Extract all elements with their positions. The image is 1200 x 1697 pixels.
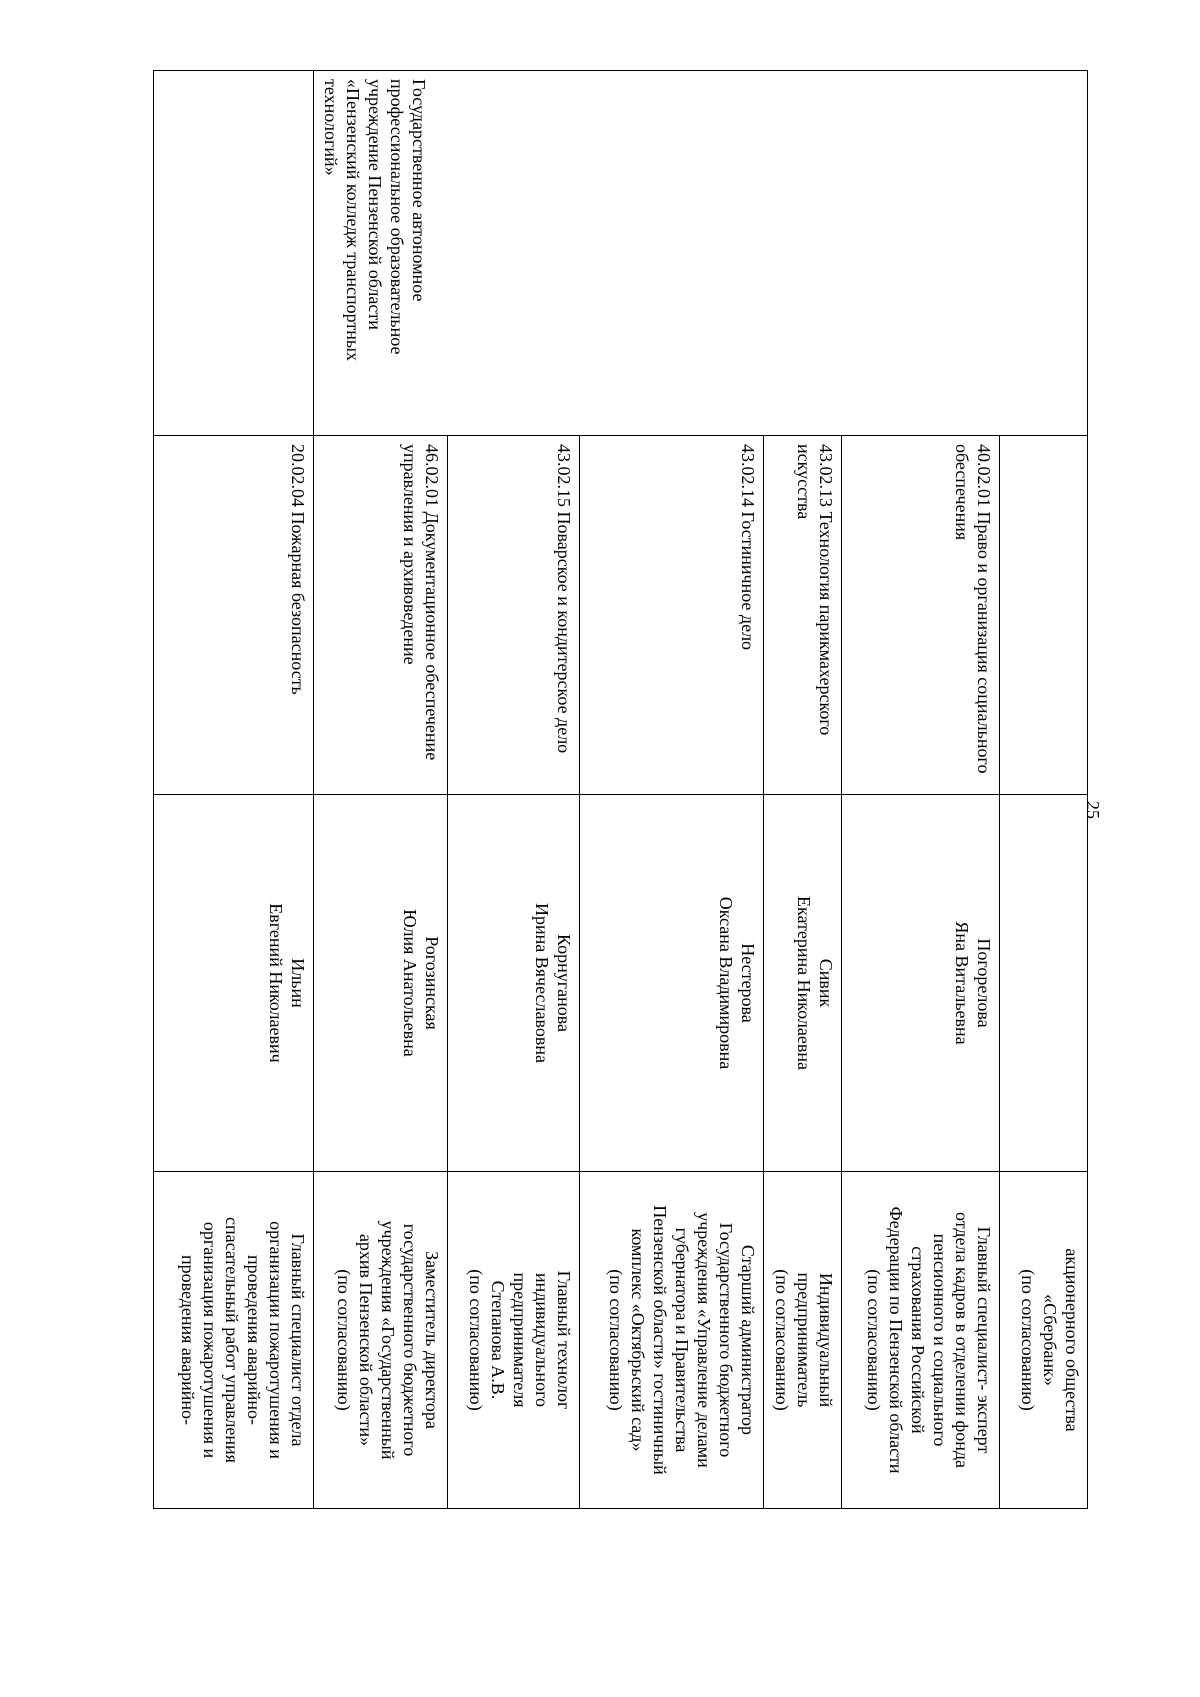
- page-number: 25: [1083, 801, 1103, 819]
- position-cell: Главный специалист- эксперт отдела кадров в отделении фонда пенсионного и социального страхования Российской Федерации по Пензенской области (по согласованию): [842, 1172, 1000, 1509]
- name-cell: Нестерова Оксана Владимировна: [580, 795, 764, 1172]
- table-row: [1000, 71, 1088, 1509]
- table-row: [448, 71, 580, 1509]
- name-cell: Рогозинская Юлия Анатольевна: [314, 795, 448, 1172]
- name-cell: Погорелова Яна Витальевна: [842, 795, 1000, 1172]
- org-name: Государственное автономное профессиональное образовательное учреждение Пензенской области «Пензенский колледж транспортных технологий»: [321, 79, 429, 361]
- specialty-cell: 43.02.13 Технология парикмахерского искусства: [764, 436, 842, 795]
- position-cell: акционерного общества «Сбербанк» (по согласованию): [1000, 1172, 1088, 1509]
- position-cell: Главный специалист отдела организации пожаротушения и проведения аварийно- спасательный работ управления организация пожаротушения и проведения аварийно-: [154, 1172, 314, 1509]
- position-cell: Старший администратор Государственного бюджетного учреждения «Управление делами губернатора и Правительства Пензенской области» гостиничный комплекс «Октябрьский сад» (по согласованию): [580, 1172, 764, 1509]
- org-cell-empty: [448, 71, 580, 436]
- specialty-cell: [1000, 436, 1088, 795]
- org-cell: [314, 71, 448, 436]
- specialty-cell: 43.02.15 Поварское и кондитерское дело: [448, 436, 580, 795]
- name-cell: Корнуганова Ирина Вячеславовна: [448, 795, 580, 1172]
- org-cell-empty: [580, 71, 764, 436]
- position-cell: Индивидуальный предприниматель (по согласованию): [764, 1172, 842, 1509]
- table-row: [842, 71, 1000, 1509]
- org-cell-empty: [1000, 71, 1088, 436]
- specialty-cell: 43.02.14 Гостиничное дело: [580, 436, 764, 795]
- name-cell: [1000, 795, 1088, 1172]
- specialty-cell: 20.02.04 Пожарная безопасность: [154, 436, 314, 795]
- org-cell-empty: [154, 71, 314, 436]
- rotated-table-area: [115, 70, 1115, 1690]
- commission-table: [153, 70, 1088, 1509]
- table-row: [764, 71, 842, 1509]
- org-cell-empty: [842, 71, 1000, 436]
- specialty-cell: 40.02.01 Право и организация социального обеспечения: [842, 436, 1000, 795]
- table-row: [314, 71, 448, 1509]
- org-cell-empty: [764, 71, 842, 436]
- table-row: [580, 71, 764, 1509]
- specialty-cell: 46.02.01 Документационное обеспечение управления и архивоведение: [314, 436, 448, 795]
- position-cell: Заместитель директора государственного бюджетного учреждения «Государственный архив Пензенской области» (по согласованию): [314, 1172, 448, 1509]
- name-cell: Ильин Евгений Николаевич: [154, 795, 314, 1172]
- table-row: [154, 71, 314, 1509]
- name-cell: Сивик Екатерина Николаевна: [764, 795, 842, 1172]
- position-cell: Главный технолог индивидуального предпринимателя Степанова А.В. (по согласованию): [448, 1172, 580, 1509]
